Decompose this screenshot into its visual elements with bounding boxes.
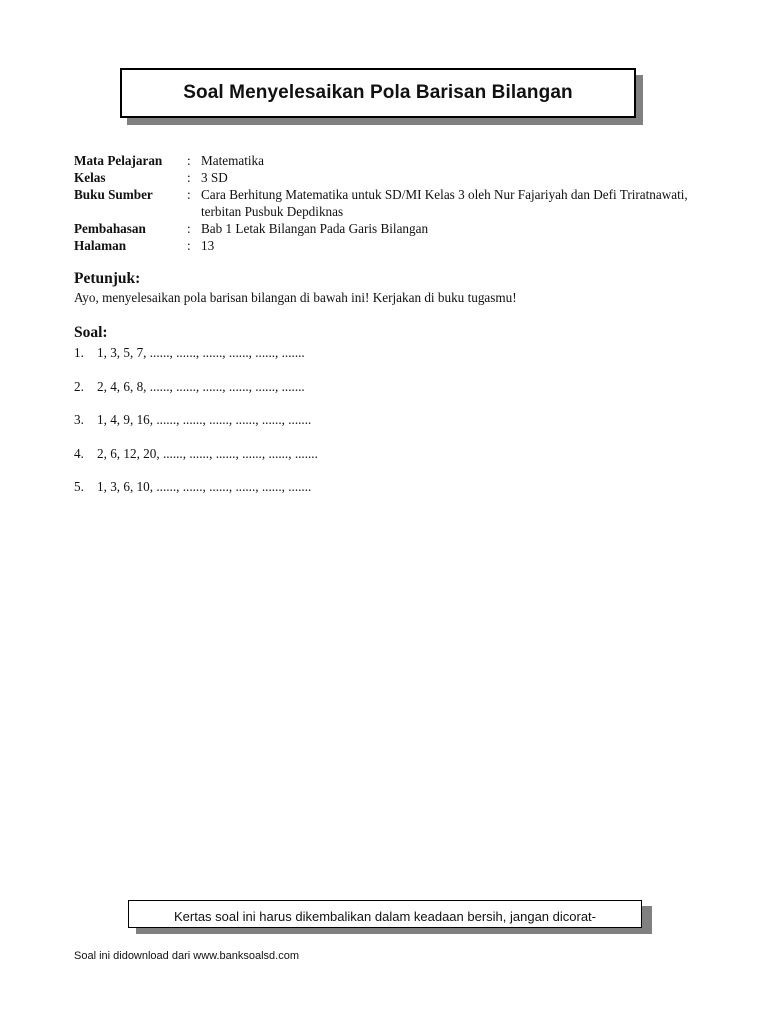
question-text: 1, 3, 6, 10, ......, ......, ......, ......, ......, ....... — [97, 479, 312, 494]
info-label: Pembahasan — [74, 221, 146, 236]
info-value: Matematika — [201, 153, 264, 168]
info-row-subject — [74, 152, 714, 169]
footer-box — [128, 900, 644, 932]
questions-heading: Soal: — [74, 324, 108, 341]
question-number: 3. — [74, 412, 84, 427]
info-row-source-book — [74, 186, 714, 220]
info-colon: : — [187, 187, 191, 202]
question-number: 5. — [74, 479, 84, 494]
question-number: 1. — [74, 345, 84, 360]
info-table — [74, 152, 714, 254]
info-value: Bab 1 Letak Bilangan Pada Garis Bilangan — [201, 221, 429, 236]
question-text: 1, 4, 9, 16, ......, ......, ......, ......, ......, ....... — [97, 412, 312, 427]
info-row-class — [74, 169, 714, 186]
question-item — [74, 446, 574, 480]
info-colon: : — [187, 153, 191, 168]
info-value: 13 — [201, 238, 215, 253]
question-number: 4. — [74, 445, 84, 461]
info-colon: : — [187, 170, 191, 185]
info-value: 3 SD — [201, 170, 228, 185]
info-row-page — [74, 237, 714, 254]
question-list — [74, 345, 574, 513]
info-colon: : — [187, 221, 191, 236]
info-label: Buku Sumber — [74, 187, 153, 202]
instructions-text: Ayo, menyelesaikan pola barisan bilangan di bawah ini! Kerjakan di buku tugasmu! — [74, 290, 517, 305]
info-value: Cara Berhitung Matematika untuk SD/MI Kelas 3 oleh Nur Fajariyah dan Defi Triratnawati, terbitan Pusbuk Depdiknas — [201, 187, 688, 219]
question-text: 1, 3, 5, 7, ......, ......, ......, ......, ......, ....... — [97, 345, 305, 360]
instructions-heading: Petunjuk: — [74, 270, 141, 287]
footer-note: Kertas soal ini harus dikembalikan dalam keadaan bersih, jangan dicorat- — [173, 908, 597, 924]
title-box — [120, 68, 636, 118]
title-frame — [120, 68, 636, 118]
info-label: Halaman — [74, 238, 127, 253]
question-number: 2. — [74, 378, 84, 394]
info-row-topic — [74, 220, 714, 237]
question-text: 2, 6, 12, 20, ......, ......, ......, ......, ......, ....... — [97, 445, 318, 461]
download-note: Soal ini didownload dari www.banksoalsd.com — [74, 950, 300, 962]
question-text: 2, 4, 6, 8, ......, ......, ......, ......, ......, ....... — [97, 378, 305, 394]
question-item — [74, 345, 574, 379]
info-colon: : — [187, 238, 191, 253]
question-item — [74, 479, 574, 513]
page-title: Soal Menyelesaikan Pola Barisan Bilangan — [183, 82, 573, 103]
info-label: Mata Pelajaran — [74, 153, 163, 168]
info-label: Kelas — [74, 170, 106, 185]
question-item — [74, 379, 574, 413]
footer-frame — [128, 900, 642, 928]
question-item — [74, 412, 574, 446]
